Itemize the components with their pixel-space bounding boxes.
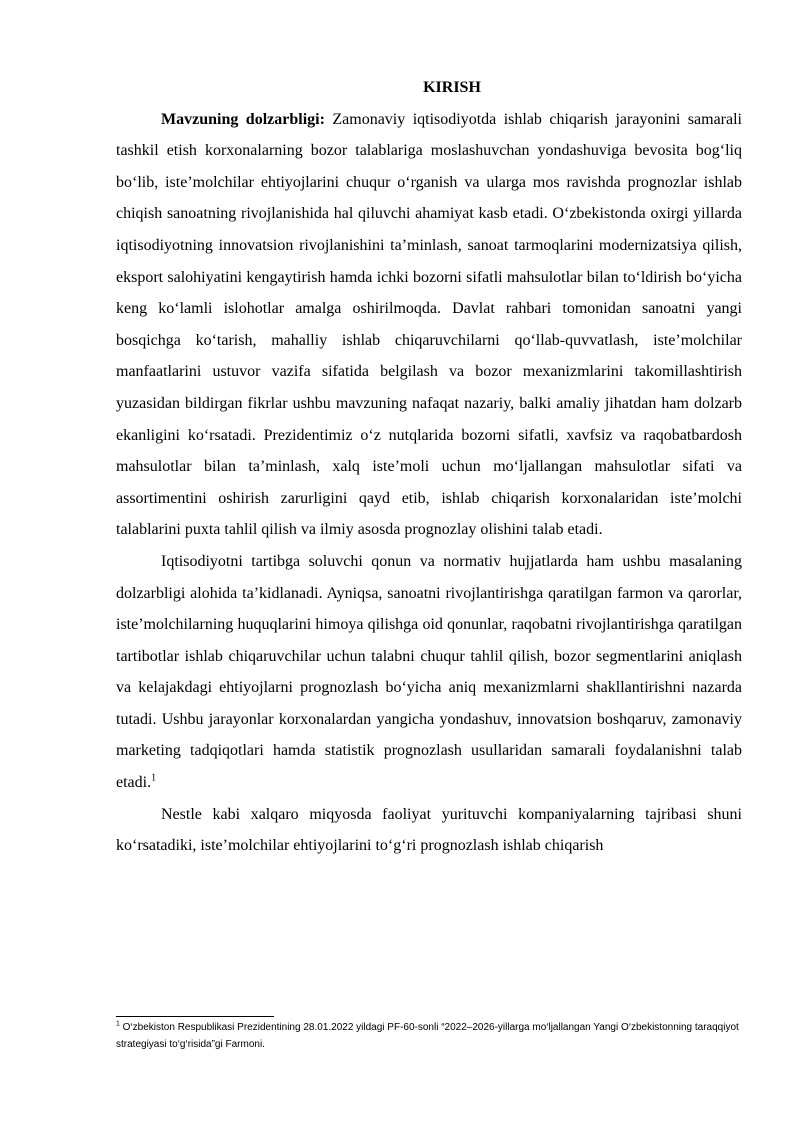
paragraph-nestle	[116, 799, 742, 862]
paragraph-text: Iqtisodiyotni tartibga soluvchi qonun va normativ hujjatlarda ham ushbu masalaning dolzarbligi alohida ta’kidlanadi. Ayniqsa, sanoatni rivojlantirishga qaratilgan farmon va qarorlar, iste’molchilarning huquqlarini himoya qilishga oid qonunlar, raqobatni rivojlantirishga qaratilgan tartibotlar ishlab chiqaruvchilar uchun talabni chuqur tahlil qilish, bozor segmentlarini aniqlash va kelajakdagi ehtiyojlarni prognozlash bo‘yicha aniq mexanizmlarni shakllantirishni nazarda tutadi. Ushbu jarayonlar korxonalardan yangicha yondashuv, innovatsion boshqaruv, zamonaviy marketing tadqiqotlari hamda statistik prognozlash usullaridan samarali foydalanishni talab etadi.	[116, 552, 742, 792]
footnote-number: 1	[116, 1020, 120, 1028]
paragraph-relevance	[116, 104, 742, 546]
section-title: KIRISH	[423, 79, 481, 96]
footnote-separator	[116, 1016, 274, 1017]
footnote-reference[interactable]: 1	[151, 772, 157, 784]
paragraph-regulation	[116, 546, 742, 799]
paragraph-text: Nestle kabi xalqaro miqyosda faoliyat yurituvchi kompaniyalarning tajribasi shuni ko‘rsatadiki, iste’molchilar ehtiyojlarini to‘g‘ri prognozlash ishlab chiqarish	[116, 805, 742, 855]
footnote	[116, 1019, 742, 1053]
paragraph-text: Zamonaviy iqtisodiyotda ishlab chiqarish jarayonini samarali tashkil etish korxonalarning bozor talablariga moslashuvchan yondashuviga bevosita bog‘liq bo‘lib, iste’molchilar ehtiyojlarini chuqur o‘rganish va ularga mos ravishda prognozlar ishlab chiqish sanoatning rivojlanishida hal qiluvchi ahamiyat kasb etadi. O‘zbekistonda oxirgi yillarda iqtisodiyotning innovatsion rivojlanishini ta’minlash, sanoat tarmoqlarini modernizatsiya qilish, eksport salohiyatini kengaytirish hamda ichki bozorni sifatli mahsulotlar bilan to‘ldirish bo‘yicha keng ko‘lamli islohotlar amalga oshirilmoqda. Davlat rahbari tomonidan sanoatni yangi bosqichga ko‘tarish, mahalliy ishlab chiqaruvchilarni qo‘llab-quvvatlash, iste’molchilar manfaatlarini ustuvor vazifa sifatida belgilash va bozor mexanizmlarini takomillashtirish yuzasidan bildirgan fikrlar ushbu mavzuning nafaqat nazariy, balki amaliy jihatdan ham dolzarb ekanligini ko‘rsatadi. Prezidentimiz o‘z nutqlarida bozorni sifatli, xavfsiz va raqobatbardosh mahsulotlar bilan ta’minlash, xalq iste’moli uchun mo‘ljallangan mahsulotlar sifati va assortimentini oshirish zarurligini qayd etib, ishlab chiqarish korxonalaridan iste’molchi talablarini puxta tahlil qilish va ilmiy asosda prognozlay olishini talab etadi.	[116, 110, 743, 539]
paragraph-lead: Mavzuning dolzarbligi:	[161, 110, 325, 128]
document-body	[116, 72, 742, 862]
footnote-text: O‘zbekiston Respublikasi Prezidentining 28.01.2022 yildagi PF-60-sonli “2022–2026-yillarga mo‘ljallangan Yangi O‘zbekistonning taraqqiyot strategiyasi to‘g‘risida”gi Farmoni.	[116, 1022, 739, 1050]
